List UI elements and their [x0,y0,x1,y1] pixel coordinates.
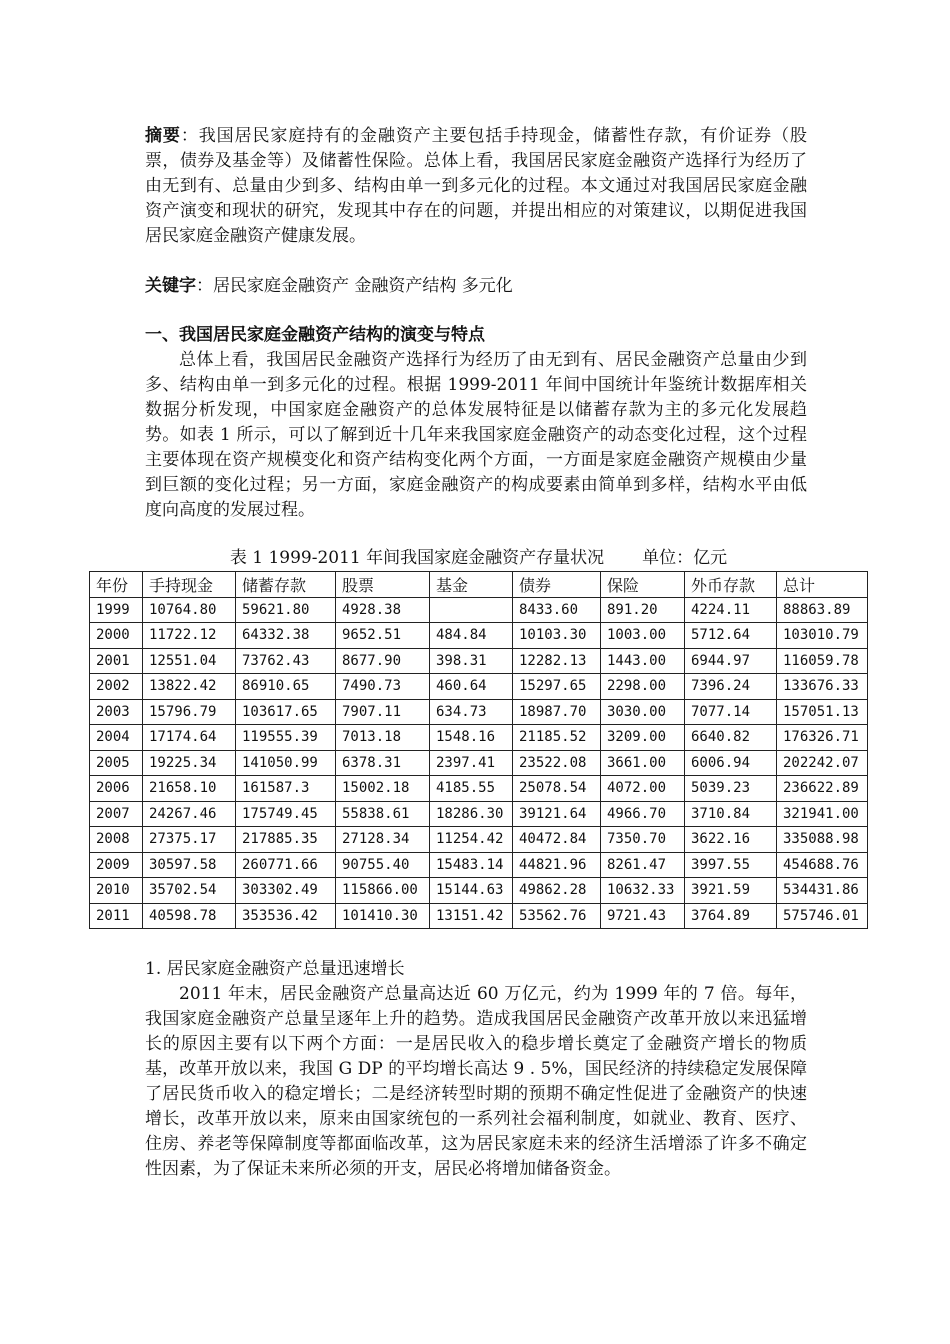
section-paragraph: 总体上看，我国居民金融资产选择行为经历了由无到有、居民金融资产总量由少到多、结构由单一到多元化的过程。根据 1999-2011 年间中国统计年鉴统计数据库相关数据分析发现，中国家庭金融资产的总体发展特征是以储蓄存款为主的多元化发展趋势。如表 1 所示，可以了解到近十几年来我国家庭金融资产的动态变化过程，这个过程主要体现在资产规模变化和资产结构变化两个方面，一方面是家庭金融资产规模由少量到巨额的变化过程；另一方面，家庭金融资产的构成要素由简单到多样，结构水平由低度向高度的发展过程。 [145,350,807,520]
table-cell: 4072.00 [601,776,685,802]
table-header [90,572,868,598]
table-cell: 534431.86 [777,878,868,904]
table-cell: 7350.70 [601,827,685,853]
table-cell: 2010 [90,878,143,904]
table-cell: 1443.00 [601,648,685,674]
table-cell: 217885.35 [236,827,336,853]
table-cell: 2298.00 [601,674,685,700]
table-cell: 59621.80 [236,597,336,623]
table-cell: 3622.16 [685,827,777,853]
table-cell: 119555.39 [236,725,336,751]
table-cell: 64332.38 [236,623,336,649]
table-cell: 15483.14 [430,852,513,878]
table-cell: 4928.38 [336,597,430,623]
table-cell: 891.20 [601,597,685,623]
table-cell: 8677.90 [336,648,430,674]
table-cell: 575746.01 [777,903,868,929]
table-cell: 2009 [90,852,143,878]
table-row [90,623,868,649]
column-header: 手持现金 [143,572,236,598]
table-cell: 18987.70 [513,699,601,725]
section-heading: 一、我国居民家庭金融资产结构的演变与特点 [145,325,485,345]
table-row [90,801,868,827]
table-cell: 116059.78 [777,648,868,674]
table-cell: 236622.89 [777,776,868,802]
table-cell: 15144.63 [430,878,513,904]
table-cell: 1003.00 [601,623,685,649]
table-cell: 1548.16 [430,725,513,751]
table-cell: 6006.94 [685,750,777,776]
table-cell: 88863.89 [777,597,868,623]
subsection-paragraph: 2011 年末，居民金融资产总量高达近 60 万亿元，约为 1999 年的 7 倍。每年，我国家庭金融资产总量呈逐年上升的趋势。造成我国居民金融资产改革开放以来迅猛增长的原因主要有以下两个方面：一是居民收入的稳步增长奠定了金融资产增长的物质基，改革开放以来，我国 G DP 的平均增长高达 9 . 5%，国民经济的持续稳定发展保障了居民货币收入的稳定增长；二是经济转型时期的预期不确定性促进了金融资产的快速增长，改革开放以来，原来由国家统包的一系列社会福利制度，如就业、教育、医疗、住房、养老等保障制度等都面临改革，这为居民家庭未来的经济生活增添了许多不确定性因素，为了保证未来所必须的开支，居民必将增加储备资金。 [145,984,807,1179]
table-cell: 260771.66 [236,852,336,878]
table-cell: 21658.10 [143,776,236,802]
column-header: 股票 [336,572,430,598]
table-cell: 3997.55 [685,852,777,878]
table-cell: 176326.71 [777,725,868,751]
table-row [90,699,868,725]
column-header: 外币存款 [685,572,777,598]
subsection-heading: 1. 居民家庭金融资产总量迅速增长 [145,959,405,979]
table-cell: 27128.34 [336,827,430,853]
table-cell: 6640.82 [685,725,777,751]
table-row [90,725,868,751]
table-cell: 15297.65 [513,674,601,700]
table-cell: 8261.47 [601,852,685,878]
table-cell: 23522.08 [513,750,601,776]
table-cell: 18286.30 [430,801,513,827]
column-header: 债券 [513,572,601,598]
table-cell: 5712.64 [685,623,777,649]
table-cell: 5039.23 [685,776,777,802]
abstract-label: 摘要 [145,126,181,146]
abstract-text: ：我国居民家庭持有的金融资产主要包括手持现金，储蓄性存款，有价证券（股票，债券及基金等）及储蓄性保险。总体上看，我国居民家庭金融资产选择行为经历了由无到有、总量由少到多、结构由单一到多元化的过程。本文通过对我国居民家庭金融资产演变和现状的研究，发现其中存在的问题，并提出相应的对策建议，以期促进我国居民家庭金融资产健康发展。 [145,126,808,246]
table-cell: 161587.3 [236,776,336,802]
table-caption-title: 表 1 1999-2011 年间我国家庭金融资产存量状况 [229,548,605,568]
table-row [90,776,868,802]
keywords-label: 关键字 [145,276,196,296]
table-cell: 103010.79 [777,623,868,649]
keywords-paragraph [145,274,807,299]
table-cell: 460.64 [430,674,513,700]
table-cell: 2002 [90,674,143,700]
table-row [90,852,868,878]
table-cell: 303302.49 [236,878,336,904]
table-cell: 73762.43 [236,648,336,674]
table-cell: 8433.60 [513,597,601,623]
table-cell: 3921.59 [685,878,777,904]
table-cell: 321941.00 [777,801,868,827]
table-cell: 19225.34 [143,750,236,776]
table-cell: 398.31 [430,648,513,674]
table-cell: 115866.00 [336,878,430,904]
table-cell: 175749.45 [236,801,336,827]
table-cell: 7396.24 [685,674,777,700]
table-caption [90,546,867,570]
table-row [90,827,868,853]
table-cell: 35702.54 [143,878,236,904]
table-row [90,878,868,904]
column-header: 总计 [777,572,868,598]
table-cell: 24267.46 [143,801,236,827]
table-cell: 103617.65 [236,699,336,725]
table-cell: 40598.78 [143,903,236,929]
table-cell: 15002.18 [336,776,430,802]
table-cell: 7013.18 [336,725,430,751]
table-cell: 202242.07 [777,750,868,776]
table-cell: 3710.84 [685,801,777,827]
table-cell: 86910.65 [236,674,336,700]
table-cell: 21185.52 [513,725,601,751]
table-cell: 10632.33 [601,878,685,904]
table-cell: 2001 [90,648,143,674]
table-cell: 3661.00 [601,750,685,776]
table-cell: 2004 [90,725,143,751]
table-cell [430,597,513,623]
column-header: 基金 [430,572,513,598]
abstract-paragraph [145,124,807,249]
table-cell: 133676.33 [777,674,868,700]
table-cell: 44821.96 [513,852,601,878]
table-cell: 10764.80 [143,597,236,623]
table-cell: 335088.98 [777,827,868,853]
table-cell: 2008 [90,827,143,853]
table-row [90,750,868,776]
table-row [90,674,868,700]
table-cell: 53562.76 [513,903,601,929]
table-unit: 单位：亿元 [642,548,728,568]
table-cell: 2005 [90,750,143,776]
table-cell: 13822.42 [143,674,236,700]
column-header: 保险 [601,572,685,598]
table-header-row [90,572,868,598]
table-cell: 1999 [90,597,143,623]
column-header: 年份 [90,572,143,598]
table-cell: 17174.64 [143,725,236,751]
table-cell: 15796.79 [143,699,236,725]
table-cell: 141050.99 [236,750,336,776]
table-cell: 4224.11 [685,597,777,623]
table-cell: 90755.40 [336,852,430,878]
table-cell: 2000 [90,623,143,649]
table-cell: 55838.61 [336,801,430,827]
table-cell: 27375.17 [143,827,236,853]
table-cell: 634.73 [430,699,513,725]
table-cell: 3030.00 [601,699,685,725]
table-cell: 4966.70 [601,801,685,827]
table-cell: 454688.76 [777,852,868,878]
table-cell: 7490.73 [336,674,430,700]
table-cell: 2011 [90,903,143,929]
table-cell: 49862.28 [513,878,601,904]
table-cell: 13151.42 [430,903,513,929]
table-cell: 39121.64 [513,801,601,827]
table-cell: 11722.12 [143,623,236,649]
table-cell: 3764.89 [685,903,777,929]
keywords-text: ：居民家庭金融资产 金融资产结构 多元化 [196,276,513,296]
table-cell: 2006 [90,776,143,802]
table-cell: 30597.58 [143,852,236,878]
table-cell: 6378.31 [336,750,430,776]
table-cell: 353536.42 [236,903,336,929]
table-cell: 7077.14 [685,699,777,725]
table-body [90,597,868,929]
table-cell: 12551.04 [143,648,236,674]
table-cell: 11254.42 [430,827,513,853]
table-cell: 9721.43 [601,903,685,929]
table-row [90,648,868,674]
table-cell: 101410.30 [336,903,430,929]
table-cell: 10103.30 [513,623,601,649]
table-cell: 6944.97 [685,648,777,674]
table-cell: 2397.41 [430,750,513,776]
table-cell: 9652.51 [336,623,430,649]
table-cell: 7907.11 [336,699,430,725]
table-row [90,903,868,929]
table-cell: 3209.00 [601,725,685,751]
table-cell: 2007 [90,801,143,827]
table-cell: 157051.13 [777,699,868,725]
column-header: 储蓄存款 [236,572,336,598]
table-cell: 25078.54 [513,776,601,802]
table-cell: 40472.84 [513,827,601,853]
table-cell: 484.84 [430,623,513,649]
table-cell: 12282.13 [513,648,601,674]
table-cell: 2003 [90,699,143,725]
table-row [90,597,868,623]
table-cell: 4185.55 [430,776,513,802]
financial-assets-table [89,571,868,929]
